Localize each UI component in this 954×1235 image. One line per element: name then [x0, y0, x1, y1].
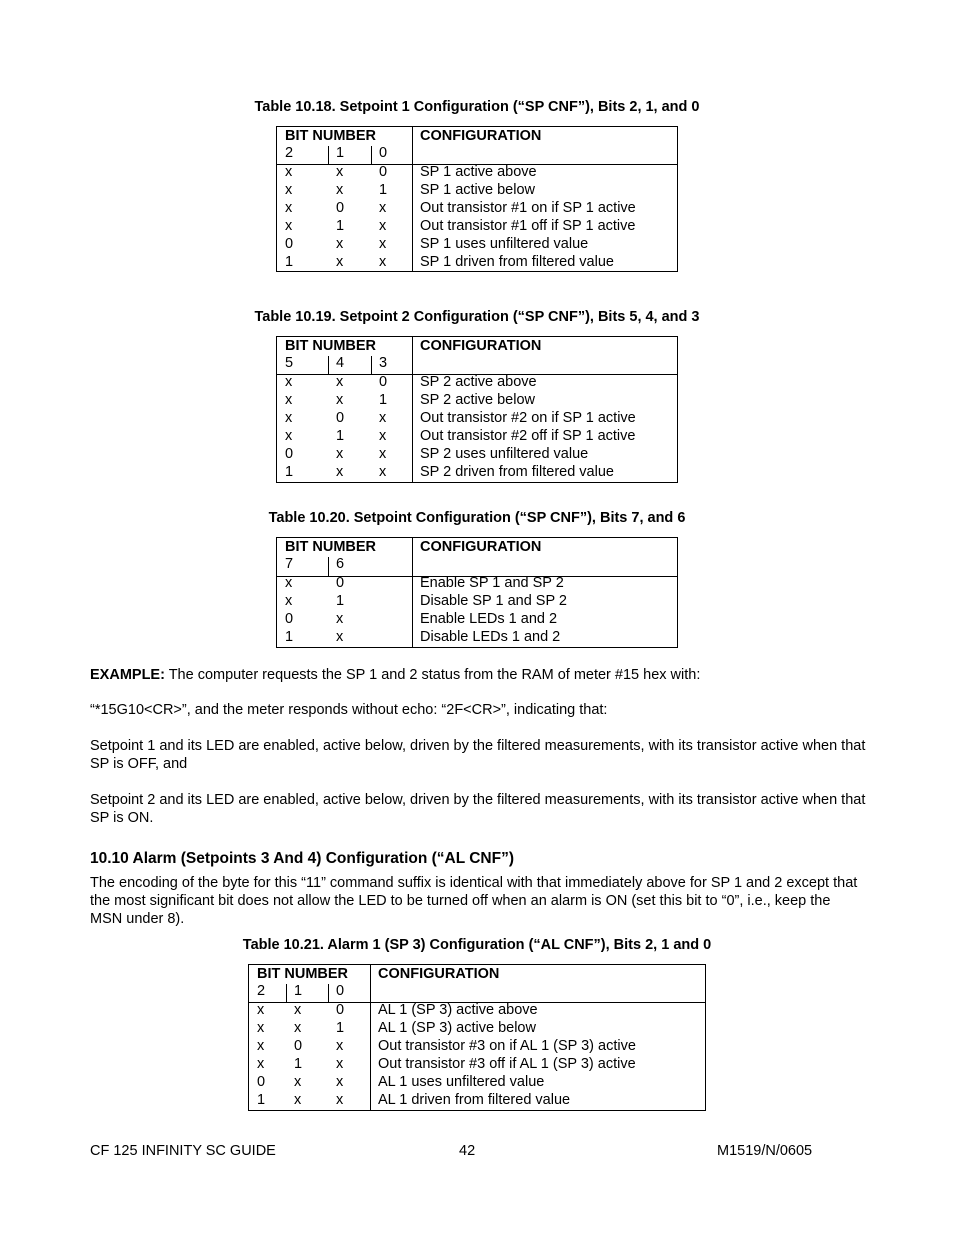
table-caption: Table 10.19. Setpoint 2 Configuration (“SP CNF”), Bits 5, 4, and 3 — [254, 309, 700, 325]
bit-value: x — [336, 1056, 344, 1072]
bit-value: x — [285, 575, 293, 591]
bit-label: 7 — [285, 556, 294, 572]
configuration-cell: Out transistor #1 off if SP 1 active — [420, 218, 636, 234]
bit-value: x — [336, 374, 344, 390]
bit-value: 0 — [336, 1002, 345, 1018]
bit-value: 0 — [285, 611, 294, 627]
bit-number-header: BIT NUMBER — [285, 338, 377, 354]
configuration-cell: AL 1 driven from filtered value — [378, 1092, 571, 1108]
configuration-cell: AL 1 uses unfiltered value — [378, 1074, 545, 1090]
configuration-cell: Disable LEDs 1 and 2 — [420, 629, 561, 645]
bit-number-header: BIT NUMBER — [285, 539, 377, 555]
configuration-cell: Out transistor #1 on if SP 1 active — [420, 200, 636, 216]
bit-value: x — [379, 236, 387, 252]
bit-value: x — [285, 428, 293, 444]
configuration-cell: AL 1 (SP 3) active above — [378, 1002, 538, 1018]
section-body: The encoding of the byte for this “11” command suffix is identical with that immediately above for SP 1 and 2 except that the most significant bit does not allow the LED to be turned off when an alarm is ON (set this bit to “0”, i.e., keep the MSN under 8). — [90, 875, 858, 927]
bit-label: 1 — [336, 145, 345, 161]
column-divider — [370, 965, 371, 1110]
bit-value: x — [336, 182, 344, 198]
config-table — [248, 964, 706, 1111]
configuration-cell: AL 1 (SP 3) active below — [378, 1020, 536, 1036]
bit-value: x — [285, 593, 293, 609]
example-paragraph — [90, 666, 870, 684]
bit-separator — [286, 984, 287, 1002]
bit-value: 0 — [379, 164, 388, 180]
bit-value: 1 — [285, 464, 294, 480]
config-table — [276, 537, 678, 648]
bit-value: 1 — [379, 392, 388, 408]
bit-value: x — [285, 200, 293, 216]
bit-value: x — [257, 1038, 265, 1054]
bit-value: 1 — [336, 218, 345, 234]
bit-separator — [328, 557, 329, 576]
bit-value: x — [379, 200, 387, 216]
footer-page-number: 42 — [459, 1143, 476, 1159]
bit-value: x — [336, 611, 344, 627]
bit-value: 0 — [294, 1038, 303, 1054]
section-heading: 10.10 Alarm (Setpoints 3 And 4) Configuration (“AL CNF”) — [90, 850, 514, 867]
bit-value: x — [379, 254, 387, 270]
bit-separator — [371, 146, 372, 164]
bit-value: 1 — [379, 182, 388, 198]
bit-value: x — [336, 446, 344, 462]
bit-value: x — [379, 446, 387, 462]
bit-value: 0 — [285, 446, 294, 462]
bit-value: x — [294, 1002, 302, 1018]
bit-value: x — [336, 1092, 344, 1108]
example-text: The computer requests the SP 1 and 2 status from the RAM of meter #15 hex with: — [164, 667, 701, 683]
bit-label: 4 — [336, 355, 345, 371]
footer-doc-code: M1519/N/0605 — [717, 1143, 813, 1159]
bit-value: 0 — [336, 200, 345, 216]
bit-value: x — [294, 1074, 302, 1090]
bit-label: 0 — [336, 983, 345, 999]
config-table — [276, 126, 678, 272]
configuration-header: CONFIGURATION — [420, 338, 542, 354]
bit-value: x — [294, 1020, 302, 1036]
bit-value: x — [285, 410, 293, 426]
bit-value: x — [336, 254, 344, 270]
bit-value: 1 — [336, 428, 345, 444]
bit-value: x — [285, 182, 293, 198]
configuration-cell: Out transistor #3 off if AL 1 (SP 3) active — [378, 1056, 636, 1072]
configuration-cell: SP 1 active above — [420, 164, 537, 180]
column-divider — [412, 127, 413, 271]
bit-value: 0 — [257, 1074, 266, 1090]
configuration-cell: SP 1 driven from filtered value — [420, 254, 614, 270]
setpoint2-paragraph: Setpoint 2 and its LED are enabled, active below, driven by the filtered measurements, with its transistor active when that SP is ON. — [90, 792, 866, 826]
config-table — [276, 336, 678, 483]
bit-value: 1 — [336, 593, 345, 609]
bit-value: 1 — [336, 1020, 345, 1036]
configuration-cell: Disable SP 1 and SP 2 — [420, 593, 567, 609]
bit-value: x — [285, 218, 293, 234]
bit-value: 1 — [294, 1056, 303, 1072]
bit-value: x — [336, 629, 344, 645]
bit-value: x — [336, 236, 344, 252]
bit-label: 1 — [294, 983, 303, 999]
bit-label: 3 — [379, 355, 388, 371]
configuration-cell: Enable LEDs 1 and 2 — [420, 611, 558, 627]
bit-value: x — [285, 164, 293, 180]
bit-value: 0 — [285, 236, 294, 252]
configuration-cell: Out transistor #3 on if AL 1 (SP 3) active — [378, 1038, 636, 1054]
bit-value: x — [336, 1074, 344, 1090]
bit-separator — [371, 356, 372, 374]
configuration-cell: SP 2 uses unfiltered value — [420, 446, 589, 462]
bit-value: x — [285, 374, 293, 390]
configuration-cell: SP 2 driven from filtered value — [420, 464, 614, 480]
configuration-cell: SP 1 active below — [420, 182, 535, 198]
bit-separator — [328, 146, 329, 164]
bit-value: x — [379, 218, 387, 234]
bit-value: x — [336, 392, 344, 408]
bit-label: 0 — [379, 145, 388, 161]
bit-value: x — [285, 392, 293, 408]
bit-value: 0 — [379, 374, 388, 390]
configuration-cell: Out transistor #2 on if SP 1 active — [420, 410, 636, 426]
configuration-cell: Out transistor #2 off if SP 1 active — [420, 428, 636, 444]
bit-value: x — [379, 410, 387, 426]
table-caption: Table 10.18. Setpoint 1 Configuration (“SP CNF”), Bits 2, 1, and 0 — [254, 99, 700, 115]
bit-value: x — [336, 164, 344, 180]
table-caption: Table 10.21. Alarm 1 (SP 3) Configuration (“AL CNF”), Bits 2, 1 and 0 — [242, 937, 712, 953]
bit-value: x — [379, 428, 387, 444]
bit-value: x — [336, 464, 344, 480]
bit-label: 2 — [257, 983, 266, 999]
bit-value: x — [336, 1038, 344, 1054]
column-divider — [412, 538, 413, 647]
configuration-cell: SP 2 active below — [420, 392, 535, 408]
configuration-header: CONFIGURATION — [378, 966, 500, 982]
configuration-header: CONFIGURATION — [420, 539, 542, 555]
table-caption: Table 10.20. Setpoint Configuration (“SP CNF”), Bits 7, and 6 — [268, 510, 686, 526]
bit-value: 1 — [257, 1092, 266, 1108]
bit-separator — [328, 356, 329, 374]
configuration-header: CONFIGURATION — [420, 128, 542, 144]
command-line: “*15G10<CR>”, and the meter responds without echo: “2F<CR>”, indicating that: — [90, 702, 608, 718]
bit-value: x — [257, 1020, 265, 1036]
setpoint1-paragraph: Setpoint 1 and its LED are enabled, active below, driven by the filtered measurements, with its transistor active when that SP is OFF, and — [90, 738, 866, 772]
configuration-cell: SP 1 uses unfiltered value — [420, 236, 589, 252]
bit-value: x — [294, 1092, 302, 1108]
bit-value: x — [257, 1056, 265, 1072]
bit-value: 0 — [336, 575, 345, 591]
footer-doc-title: CF 125 INFINITY SC GUIDE — [90, 1143, 276, 1159]
bit-value: 1 — [285, 254, 294, 270]
configuration-cell: Enable SP 1 and SP 2 — [420, 575, 564, 591]
bit-label: 5 — [285, 355, 294, 371]
example-label: EXAMPLE: — [90, 667, 165, 683]
column-divider — [412, 337, 413, 482]
bit-value: x — [379, 464, 387, 480]
bit-number-header: BIT NUMBER — [257, 966, 349, 982]
configuration-cell: SP 2 active above — [420, 374, 537, 390]
bit-separator — [328, 984, 329, 1002]
bit-label: 2 — [285, 145, 294, 161]
bit-value: x — [257, 1002, 265, 1018]
bit-label: 6 — [336, 556, 345, 572]
bit-number-header: BIT NUMBER — [285, 128, 377, 144]
bit-value: 0 — [336, 410, 345, 426]
bit-value: 1 — [285, 629, 294, 645]
